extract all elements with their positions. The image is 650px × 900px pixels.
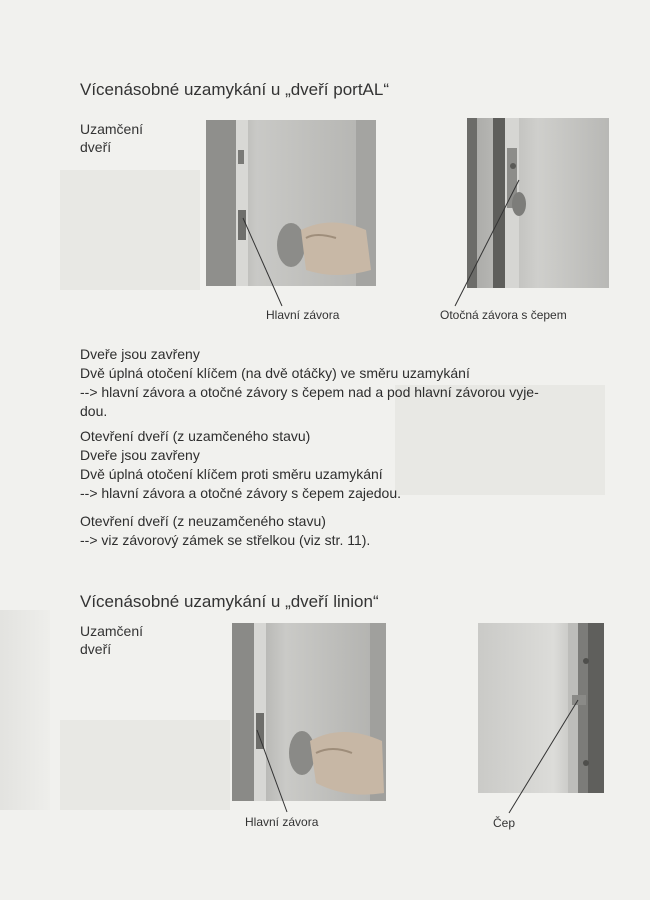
caption-main-bolt-linion: Hlavní závora [245,815,319,829]
section1-heading: Vícenásobné uzamykání u „dveří portAL“ [80,80,389,99]
photo-linion-main-lock [232,623,386,801]
label-line: Uzamčení [80,121,144,137]
paragraph-open-locked [80,427,580,503]
show-through-block [60,720,230,810]
paragraph-line: Dveře jsou zavřeny [80,346,200,362]
paragraph-line: Dvě úplná otočení klíčem (na dvě otáčky) ve směru uzamykání [80,365,470,381]
label-line: dveří [80,139,112,155]
caption-pin: Čep [493,816,516,830]
paragraph-line: Otevření dveří (z uzamčeného stavu) [80,428,311,444]
section2-label [80,622,143,658]
photo-portal-rotary-lock-graphic [467,118,609,288]
paragraph-line: --> hlavní závora a otočné závory s čepem zajedou. [80,485,402,501]
section2-heading: Vícenásobné uzamykání u „dveří linion“ [80,592,379,611]
label-line: dveří [80,641,112,657]
photo-linion-main-lock-graphic [232,623,386,801]
paragraph-line: Dveře jsou zavřeny [80,447,200,463]
show-through-block [60,170,200,290]
paragraph-open-unlocked [80,512,580,550]
caption-main-bolt: Hlavní závora [266,308,340,322]
section1-label [80,120,143,156]
paragraph-closed [80,345,580,421]
photo-portal-main-lock-graphic [206,120,376,286]
side-tab [0,610,50,810]
paragraph-line: --> hlavní závora a otočné závory s čepem nad a pod hlavní závorou vyje- [80,384,539,400]
caption-rotary-bolt: Otočná závora s čepem [440,308,567,322]
paragraph-line: --> viz závorový zámek se střelkou (viz str. 11). [80,532,371,548]
paragraph-line: dou. [80,403,108,419]
photo-portal-main-lock [206,120,376,286]
photo-portal-rotary-lock [467,118,609,288]
photo-linion-pin-graphic [478,623,604,793]
label-line: Uzamčení [80,623,144,639]
paragraph-line: Otevření dveří (z neuzamčeného stavu) [80,513,326,529]
paragraph-line: Dvě úplná otočení klíčem proti směru uzamykání [80,466,383,482]
photo-linion-pin [478,623,604,793]
